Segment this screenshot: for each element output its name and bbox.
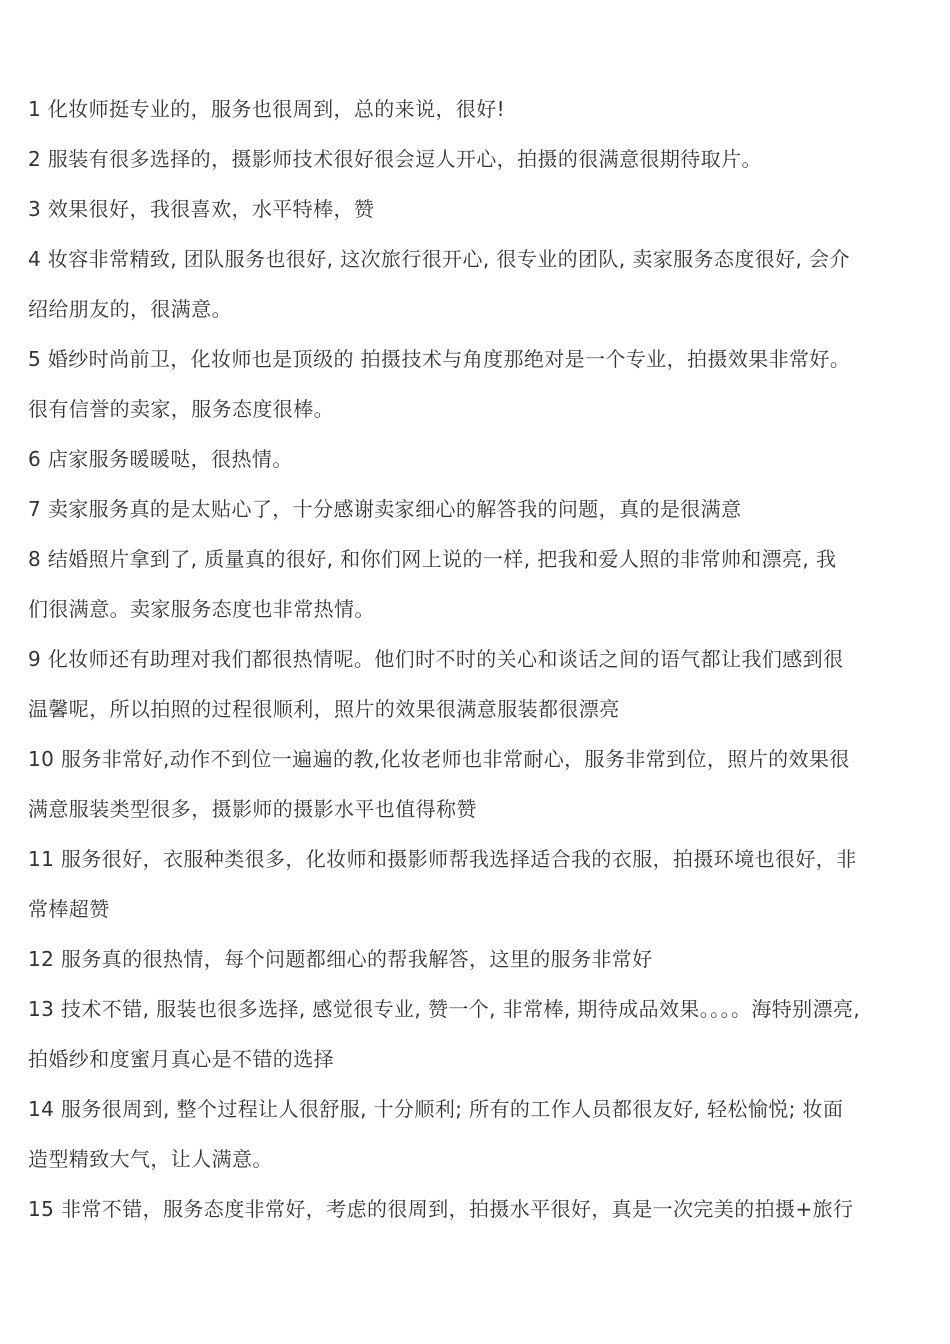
review-text-continued: 们很满意。卖家服务态度也非常热情。: [28, 597, 375, 621]
review-item-9: [28, 634, 920, 734]
review-text: 2 服装有很多选择的，摄影师技术很好很会逗人开心，拍摄的很满意很期待取片。: [28, 147, 762, 171]
review-item-12: [28, 934, 920, 984]
review-item-10: [28, 734, 920, 834]
review-text: 8 结婚照片拿到了, 质量真的很好, 和你们网上说的一样, 把我和爱人照的非常帅和漂亮, 我: [28, 547, 837, 571]
review-text: 4 妆容非常精致, 团队服务也很好, 这次旅行很开心, 很专业的团队, 卖家服务态度很好, 会介: [28, 247, 850, 271]
review-item-11: [28, 834, 920, 934]
review-text-continued: 温馨呢，所以拍照的过程很顺利，照片的效果很满意服装都很漂亮: [28, 697, 620, 721]
review-text: 12 服务真的很热情，每个问题都细心的帮我解答，这里的服务非常好: [28, 947, 653, 971]
review-list: [28, 84, 920, 1234]
review-item-14: [28, 1084, 920, 1184]
review-item-8: [28, 534, 920, 634]
review-text-continued: 满意服装类型很多，摄影师的摄影水平也值得称赞: [28, 797, 477, 821]
review-text: 10 服务非常好,动作不到位一遍遍的教,化妆老师也非常耐心，服务非常到位，照片的效果很: [28, 747, 850, 771]
review-text: 1 化妆师挺专业的，服务也很周到，总的来说，很好!: [28, 97, 506, 121]
review-text-continued: 拍婚纱和度蜜月真心是不错的选择: [28, 1047, 334, 1071]
review-item-13: [28, 984, 920, 1084]
review-text: 3 效果很好，我很喜欢，水平特棒，赞: [28, 197, 375, 221]
review-item-4: [28, 234, 920, 334]
review-text: 11 服务很好，衣服种类很多，化妆师和摄影师帮我选择适合我的衣服，拍摄环境也很好，非: [28, 847, 857, 871]
review-text: 14 服务很周到, 整个过程让人很舒服, 十分顺利; 所有的工作人员都很友好, 轻松愉悦; 妆面: [28, 1097, 844, 1121]
review-text-continued: 绍给朋友的，很满意。: [28, 297, 232, 321]
review-item-15: [28, 1184, 920, 1234]
review-item-6: [28, 434, 920, 484]
review-text: 9 化妆师还有助理对我们都很热情呢。他们时不时的关心和谈话之间的语气都让我们感到很: [28, 647, 844, 671]
review-text: 7 卖家服务真的是太贴心了，十分感谢卖家细心的解答我的问题，真的是很满意: [28, 497, 742, 521]
review-text: 13 技术不错, 服装也很多选择, 感觉很专业, 赞一个, 非常棒, 期待成品效果。。。。海特别漂亮,: [28, 997, 861, 1021]
review-text: 15 非常不错，服务态度非常好，考虑的很周到，拍摄水平很好，真是一次完美的拍摄+旅行: [28, 1197, 854, 1221]
review-text-continued: 造型精致大气，让人满意。: [28, 1147, 273, 1171]
review-item-3: [28, 184, 920, 234]
review-item-1: [28, 84, 920, 134]
review-text: 6 店家服务暖暖哒，很热情。: [28, 447, 293, 471]
review-text-continued: 很有信誉的卖家，服务态度很棒。: [28, 397, 334, 421]
review-item-7: [28, 484, 920, 534]
review-item-2: [28, 134, 920, 184]
review-text: 5 婚纱时尚前卫，化妆师也是顶级的 拍摄技术与角度那绝对是一个专业，拍摄效果非常好。: [28, 347, 851, 371]
review-text-continued: 常棒超赞: [28, 897, 110, 921]
review-item-5: [28, 334, 920, 434]
